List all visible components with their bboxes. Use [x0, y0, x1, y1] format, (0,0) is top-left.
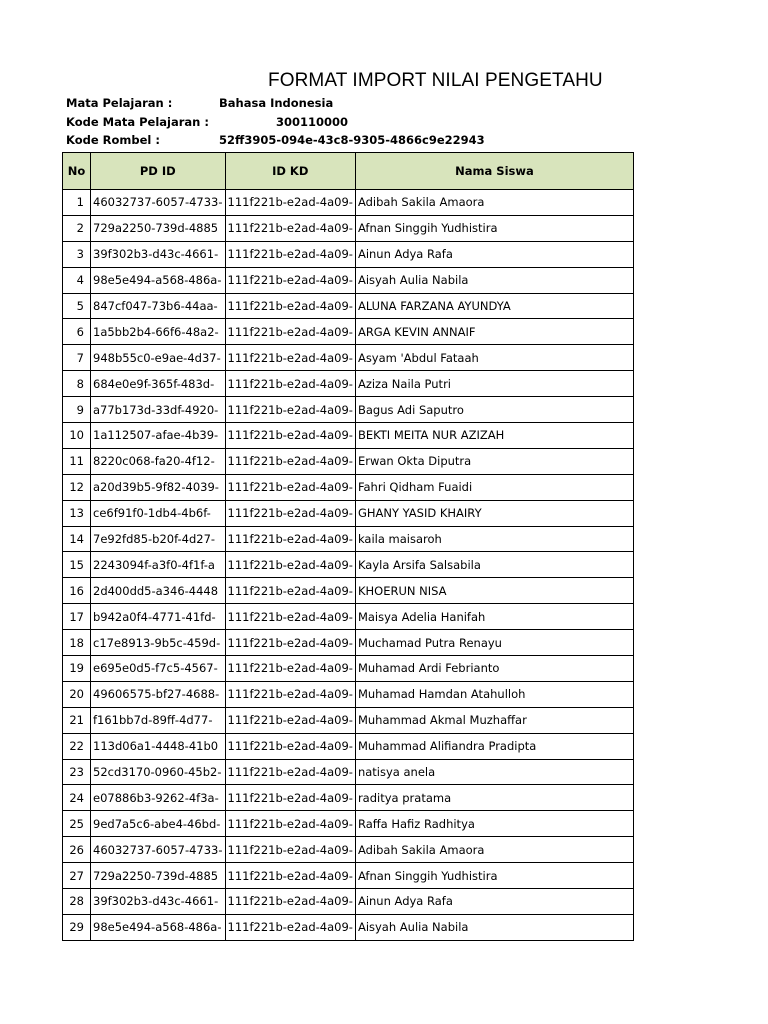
- cell-pd-id[interactable]: 684e0e9f-365f-483d-: [91, 371, 226, 397]
- cell-pd-id[interactable]: c17e8913-9b5c-459d-: [91, 630, 226, 656]
- cell-pd-id[interactable]: 847cf047-73b6-44aa-: [91, 293, 226, 319]
- student-table: [62, 152, 634, 941]
- cell-pd-id[interactable]: 948b55c0-e9ae-4d37-: [91, 345, 226, 371]
- cell-nama-siswa[interactable]: Muhamad Ardi Febrianto: [355, 656, 633, 682]
- kode-mapel-value: 300110000: [276, 115, 349, 129]
- cell-pd-id[interactable]: a20d39b5-9f82-4039-: [91, 474, 226, 500]
- cell-pd-id[interactable]: 52cd3170-0960-45b2-: [91, 759, 226, 785]
- cell-pd-id[interactable]: 39f302b3-d43c-4661-: [91, 241, 226, 267]
- table-row: [63, 811, 634, 837]
- cell-pd-id[interactable]: 1a112507-afae-4b39-: [91, 423, 226, 449]
- cell-pd-id[interactable]: 9ed7a5c6-abe4-46bd-: [91, 811, 226, 837]
- col-header-no: No: [63, 153, 91, 190]
- cell-no[interactable]: 4: [63, 267, 91, 293]
- table-row: [63, 215, 634, 241]
- cell-nama-siswa[interactable]: Maisya Adelia Hanifah: [355, 604, 633, 630]
- cell-no[interactable]: 1: [63, 190, 91, 216]
- cell-id-kd[interactable]: 111f221b-e2ad-4a09-: [225, 785, 355, 811]
- cell-nama-siswa[interactable]: Aisyah Aulia Nabila: [355, 914, 633, 940]
- table-row: [63, 681, 634, 707]
- cell-id-kd[interactable]: 111f221b-e2ad-4a09-: [225, 889, 355, 915]
- table-row: [63, 837, 634, 863]
- cell-id-kd[interactable]: 111f221b-e2ad-4a09-: [225, 759, 355, 785]
- cell-nama-siswa[interactable]: Bagus Adi Saputro: [355, 397, 633, 423]
- cell-id-kd[interactable]: 111f221b-e2ad-4a09-: [225, 552, 355, 578]
- cell-nama-siswa[interactable]: Adibah Sakila Amaora: [355, 190, 633, 216]
- cell-nama-siswa[interactable]: Muhamad Hamdan Atahulloh: [355, 681, 633, 707]
- cell-no[interactable]: 29: [63, 914, 91, 940]
- table-row: [63, 656, 634, 682]
- cell-pd-id[interactable]: f161bb7d-89ff-4d77-: [91, 707, 226, 733]
- cell-pd-id[interactable]: 49606575-bf27-4688-: [91, 681, 226, 707]
- cell-id-kd[interactable]: 111f221b-e2ad-4a09-: [225, 474, 355, 500]
- cell-no[interactable]: 21: [63, 707, 91, 733]
- cell-id-kd[interactable]: 111f221b-e2ad-4a09-: [225, 190, 355, 216]
- cell-pd-id[interactable]: 2243094f-a3f0-4f1f-a: [91, 552, 226, 578]
- cell-id-kd[interactable]: 111f221b-e2ad-4a09-: [225, 604, 355, 630]
- table-row: [63, 267, 634, 293]
- cell-id-kd[interactable]: 111f221b-e2ad-4a09-: [225, 215, 355, 241]
- cell-no[interactable]: 2: [63, 215, 91, 241]
- table-row: [63, 889, 634, 915]
- cell-no[interactable]: 22: [63, 733, 91, 759]
- cell-id-kd[interactable]: 111f221b-e2ad-4a09-: [225, 345, 355, 371]
- cell-nama-siswa[interactable]: KHOERUN NISA: [355, 578, 633, 604]
- cell-nama-siswa[interactable]: Adibah Sakila Amaora: [355, 837, 633, 863]
- cell-no[interactable]: 16: [63, 578, 91, 604]
- table-row: [63, 345, 634, 371]
- cell-pd-id[interactable]: 113d06a1-4448-41b0: [91, 733, 226, 759]
- cell-id-kd[interactable]: 111f221b-e2ad-4a09-: [225, 630, 355, 656]
- cell-no[interactable]: 17: [63, 604, 91, 630]
- cell-pd-id[interactable]: 1a5bb2b4-66f6-48a2-: [91, 319, 226, 345]
- cell-nama-siswa[interactable]: natisya anela: [355, 759, 633, 785]
- table-row: [63, 371, 634, 397]
- table-row: [63, 630, 634, 656]
- cell-pd-id[interactable]: 98e5e494-a568-486a-: [91, 267, 226, 293]
- cell-id-kd[interactable]: 111f221b-e2ad-4a09-: [225, 267, 355, 293]
- cell-id-kd[interactable]: 111f221b-e2ad-4a09-: [225, 656, 355, 682]
- cell-id-kd[interactable]: 111f221b-e2ad-4a09-: [225, 241, 355, 267]
- table-row: [63, 914, 634, 940]
- cell-pd-id[interactable]: e695e0d5-f7c5-4567-: [91, 656, 226, 682]
- cell-pd-id[interactable]: 98e5e494-a568-486a-: [91, 914, 226, 940]
- table-row: [63, 785, 634, 811]
- cell-no[interactable]: 20: [63, 681, 91, 707]
- cell-no[interactable]: 3: [63, 241, 91, 267]
- cell-pd-id[interactable]: ce6f91f0-1db4-4b6f-: [91, 500, 226, 526]
- cell-id-kd[interactable]: 111f221b-e2ad-4a09-: [225, 448, 355, 474]
- cell-no[interactable]: 11: [63, 448, 91, 474]
- cell-no[interactable]: 15: [63, 552, 91, 578]
- cell-nama-siswa[interactable]: Muchamad Putra Renayu: [355, 630, 633, 656]
- cell-no[interactable]: 14: [63, 526, 91, 552]
- cell-nama-siswa[interactable]: Muhammad Akmal Muzhaffar: [355, 707, 633, 733]
- cell-pd-id[interactable]: 2d400dd5-a346-4448: [91, 578, 226, 604]
- cell-no[interactable]: 25: [63, 811, 91, 837]
- cell-no[interactable]: 12: [63, 474, 91, 500]
- cell-id-kd[interactable]: 111f221b-e2ad-4a09-: [225, 319, 355, 345]
- cell-nama-siswa[interactable]: Aziza Naila Putri: [355, 371, 633, 397]
- table-row: [63, 474, 634, 500]
- cell-id-kd[interactable]: 111f221b-e2ad-4a09-: [225, 707, 355, 733]
- cell-nama-siswa[interactable]: Ainun Adya Rafa: [355, 241, 633, 267]
- cell-no[interactable]: 7: [63, 345, 91, 371]
- mapel-value: Bahasa Indonesia: [219, 96, 334, 110]
- cell-nama-siswa[interactable]: Fahri Qidham Fuaidi: [355, 474, 633, 500]
- cell-nama-siswa[interactable]: Afnan Singgih Yudhistira: [355, 863, 633, 889]
- cell-id-kd[interactable]: 111f221b-e2ad-4a09-: [225, 681, 355, 707]
- cell-nama-siswa[interactable]: ARGA KEVIN ANNAIF: [355, 319, 633, 345]
- cell-no[interactable]: 24: [63, 785, 91, 811]
- cell-id-kd[interactable]: 111f221b-e2ad-4a09-: [225, 371, 355, 397]
- cell-nama-siswa[interactable]: GHANY YASID KHAIRY: [355, 500, 633, 526]
- table-row: [63, 293, 634, 319]
- cell-id-kd[interactable]: 111f221b-e2ad-4a09-: [225, 914, 355, 940]
- table-row: [63, 423, 634, 449]
- cell-no[interactable]: 9: [63, 397, 91, 423]
- cell-no[interactable]: 8: [63, 371, 91, 397]
- cell-pd-id[interactable]: 39f302b3-d43c-4661-: [91, 889, 226, 915]
- cell-no[interactable]: 6: [63, 319, 91, 345]
- cell-pd-id[interactable]: a77b173d-33df-4920-: [91, 397, 226, 423]
- cell-nama-siswa[interactable]: Asyam 'Abdul Fataah: [355, 345, 633, 371]
- cell-id-kd[interactable]: 111f221b-e2ad-4a09-: [225, 837, 355, 863]
- cell-id-kd[interactable]: 111f221b-e2ad-4a09-: [225, 526, 355, 552]
- cell-nama-siswa[interactable]: Erwan Okta Diputra: [355, 448, 633, 474]
- table-row: [63, 241, 634, 267]
- table-row: [63, 578, 634, 604]
- cell-id-kd[interactable]: 111f221b-e2ad-4a09-: [225, 578, 355, 604]
- cell-id-kd[interactable]: 111f221b-e2ad-4a09-: [225, 500, 355, 526]
- kode-rombel-value: 52ff3905-094e-43c8-9305-4866c9e22943: [219, 133, 485, 147]
- mapel-label: Mata Pelajaran :: [66, 96, 173, 110]
- cell-pd-id[interactable]: 8220c068-fa20-4f12-: [91, 448, 226, 474]
- table-row: [63, 552, 634, 578]
- kode-rombel-label: Kode Rombel :: [66, 133, 160, 147]
- cell-nama-siswa[interactable]: Kayla Arsifa Salsabila: [355, 552, 633, 578]
- cell-no[interactable]: 19: [63, 656, 91, 682]
- table-header-row: [63, 153, 634, 190]
- table-row: [63, 319, 634, 345]
- cell-id-kd[interactable]: 111f221b-e2ad-4a09-: [225, 811, 355, 837]
- table-row: [63, 500, 634, 526]
- cell-no[interactable]: 5: [63, 293, 91, 319]
- table-row: [63, 397, 634, 423]
- cell-pd-id[interactable]: 46032737-6057-4733-: [91, 190, 226, 216]
- table-row: [63, 448, 634, 474]
- cell-pd-id[interactable]: 46032737-6057-4733-: [91, 837, 226, 863]
- cell-nama-siswa[interactable]: ALUNA FARZANA AYUNDYA: [355, 293, 633, 319]
- cell-nama-siswa[interactable]: Ainun Adya Rafa: [355, 889, 633, 915]
- table-row: [63, 759, 634, 785]
- cell-id-kd[interactable]: 111f221b-e2ad-4a09-: [225, 423, 355, 449]
- cell-id-kd[interactable]: 111f221b-e2ad-4a09-: [225, 733, 355, 759]
- col-header-nama-siswa: Nama Siswa: [355, 153, 633, 190]
- cell-no[interactable]: 18: [63, 630, 91, 656]
- cell-pd-id[interactable]: e07886b3-9262-4f3a-: [91, 785, 226, 811]
- table-row: [63, 733, 634, 759]
- cell-pd-id[interactable]: 7e92fd85-b20f-4d27-: [91, 526, 226, 552]
- page-title: FORMAT IMPORT NILAI PENGETAHU: [268, 70, 603, 91]
- table-row: [63, 604, 634, 630]
- cell-no[interactable]: 28: [63, 889, 91, 915]
- cell-pd-id[interactable]: 729a2250-739d-4885: [91, 863, 226, 889]
- cell-id-kd[interactable]: 111f221b-e2ad-4a09-: [225, 863, 355, 889]
- cell-nama-siswa[interactable]: Afnan Singgih Yudhistira: [355, 215, 633, 241]
- table-row: [63, 526, 634, 552]
- cell-no[interactable]: 13: [63, 500, 91, 526]
- col-header-id-kd: ID KD: [225, 153, 355, 190]
- cell-no[interactable]: 27: [63, 863, 91, 889]
- col-header-pd-id: PD ID: [91, 153, 226, 190]
- cell-nama-siswa[interactable]: BEKTI MEITA NUR AZIZAH: [355, 423, 633, 449]
- cell-pd-id[interactable]: b942a0f4-4771-41fd-: [91, 604, 226, 630]
- table-row: [63, 190, 634, 216]
- cell-no[interactable]: 10: [63, 423, 91, 449]
- cell-nama-siswa[interactable]: Muhammad Alifiandra Pradipta: [355, 733, 633, 759]
- cell-nama-siswa[interactable]: Aisyah Aulia Nabila: [355, 267, 633, 293]
- cell-no[interactable]: 23: [63, 759, 91, 785]
- kode-mapel-label: Kode Mata Pelajaran :: [66, 115, 209, 129]
- table-row: [63, 707, 634, 733]
- table-row: [63, 863, 634, 889]
- cell-nama-siswa[interactable]: Raffa Hafiz Radhitya: [355, 811, 633, 837]
- cell-nama-siswa[interactable]: kaila maisaroh: [355, 526, 633, 552]
- cell-id-kd[interactable]: 111f221b-e2ad-4a09-: [225, 293, 355, 319]
- cell-nama-siswa[interactable]: raditya pratama: [355, 785, 633, 811]
- cell-pd-id[interactable]: 729a2250-739d-4885: [91, 215, 226, 241]
- cell-no[interactable]: 26: [63, 837, 91, 863]
- cell-id-kd[interactable]: 111f221b-e2ad-4a09-: [225, 397, 355, 423]
